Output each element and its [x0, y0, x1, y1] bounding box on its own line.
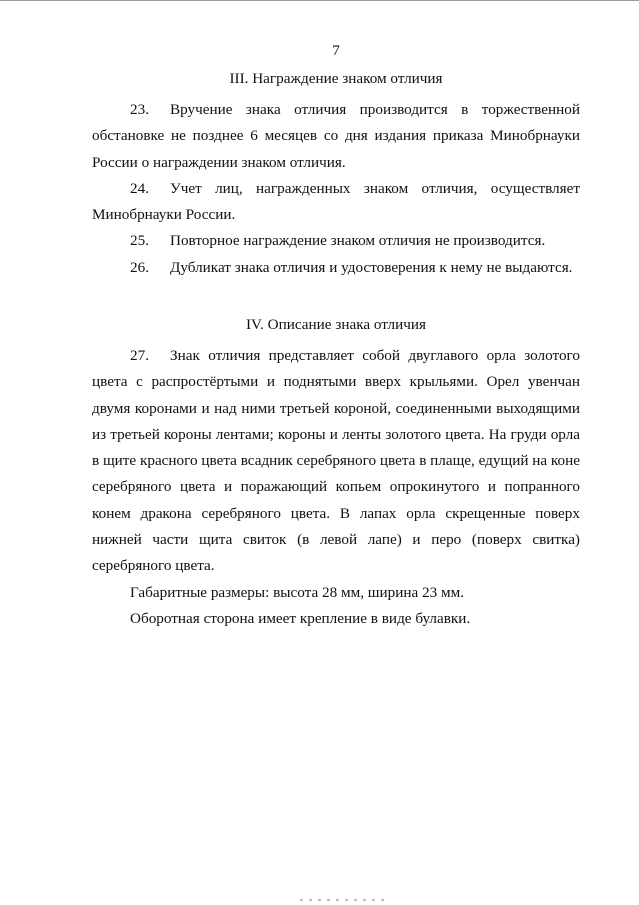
item-27-number: 27.: [130, 347, 149, 364]
item-24-number: 24.: [130, 179, 149, 197]
item-24-line-1: 24. Учет лиц, награжденных знаком отличия, осуществляет: [92, 176, 580, 202]
item-27-line-3: двумя коронами и над ними третьей короной, соединенными выходящими: [92, 399, 580, 417]
dimensions-paragraph: Габаритные размеры: высота 28 мм, ширина 23 мм.: [130, 583, 465, 601]
item-27-line-1: 27. Знак отличия представляет собой двуглавого орла золотого: [92, 343, 580, 369]
item-23-line-2: обстановке не позднее 6 месяцев со дня издания приказа Минобрнауки: [92, 127, 580, 145]
section-4-body: [92, 343, 580, 632]
item-23-line-3: России о награждении знаком отличия.: [92, 153, 346, 171]
item-25-line-1: 25. Повторное награждение знаком отличия не производится.: [92, 228, 580, 254]
page-top-edge: [0, 0, 640, 1]
section-3-body: [92, 97, 580, 281]
scan-artifact-dots: [300, 899, 390, 901]
item-27-line-6: серебряного цвета и поражающий копьем опрокинутого и попранного: [92, 478, 580, 496]
item-27-line-8: нижней части щита свиток (в левой лапе) и перо (поверх свитка): [92, 531, 580, 549]
item-27-line-4: из третьей короны лентами; короны и ленты золотого цвета. На груди орла: [92, 425, 580, 443]
reverse-side-paragraph: Оборотная сторона имеет крепление в виде булавки.: [130, 609, 471, 627]
item-27-line-9: серебряного цвета.: [92, 557, 215, 575]
item-23-number: 23.: [130, 101, 149, 118]
item-27-line-7: конем дракона серебряного цвета. В лапах орла скрещенные поверх: [92, 504, 580, 522]
page-number: 7: [332, 42, 340, 59]
item-27-line-2: цвета с распростёртыми и поднятыми вверх крыльями. Орел увенчан: [92, 373, 580, 391]
item-27-line-5: в щите красного цвета всадник серебряного цвета в плаще, едущий на коне: [92, 452, 580, 470]
item-26-line-1: 26. Дубликат знака отличия и удостоверения к нему не выдаются.: [92, 255, 580, 281]
section-3-heading: III. Награждение знаком отличия: [229, 70, 443, 87]
item-26-number: 26.: [130, 258, 149, 276]
item-25-number: 25.: [130, 232, 149, 250]
item-23-line-1: 23. Вручение знака отличия производится в торжественной: [92, 97, 580, 123]
section-4-heading: IV. Описание знака отличия: [245, 316, 426, 333]
item-24-line-2: Минобрнауки России.: [92, 206, 236, 224]
